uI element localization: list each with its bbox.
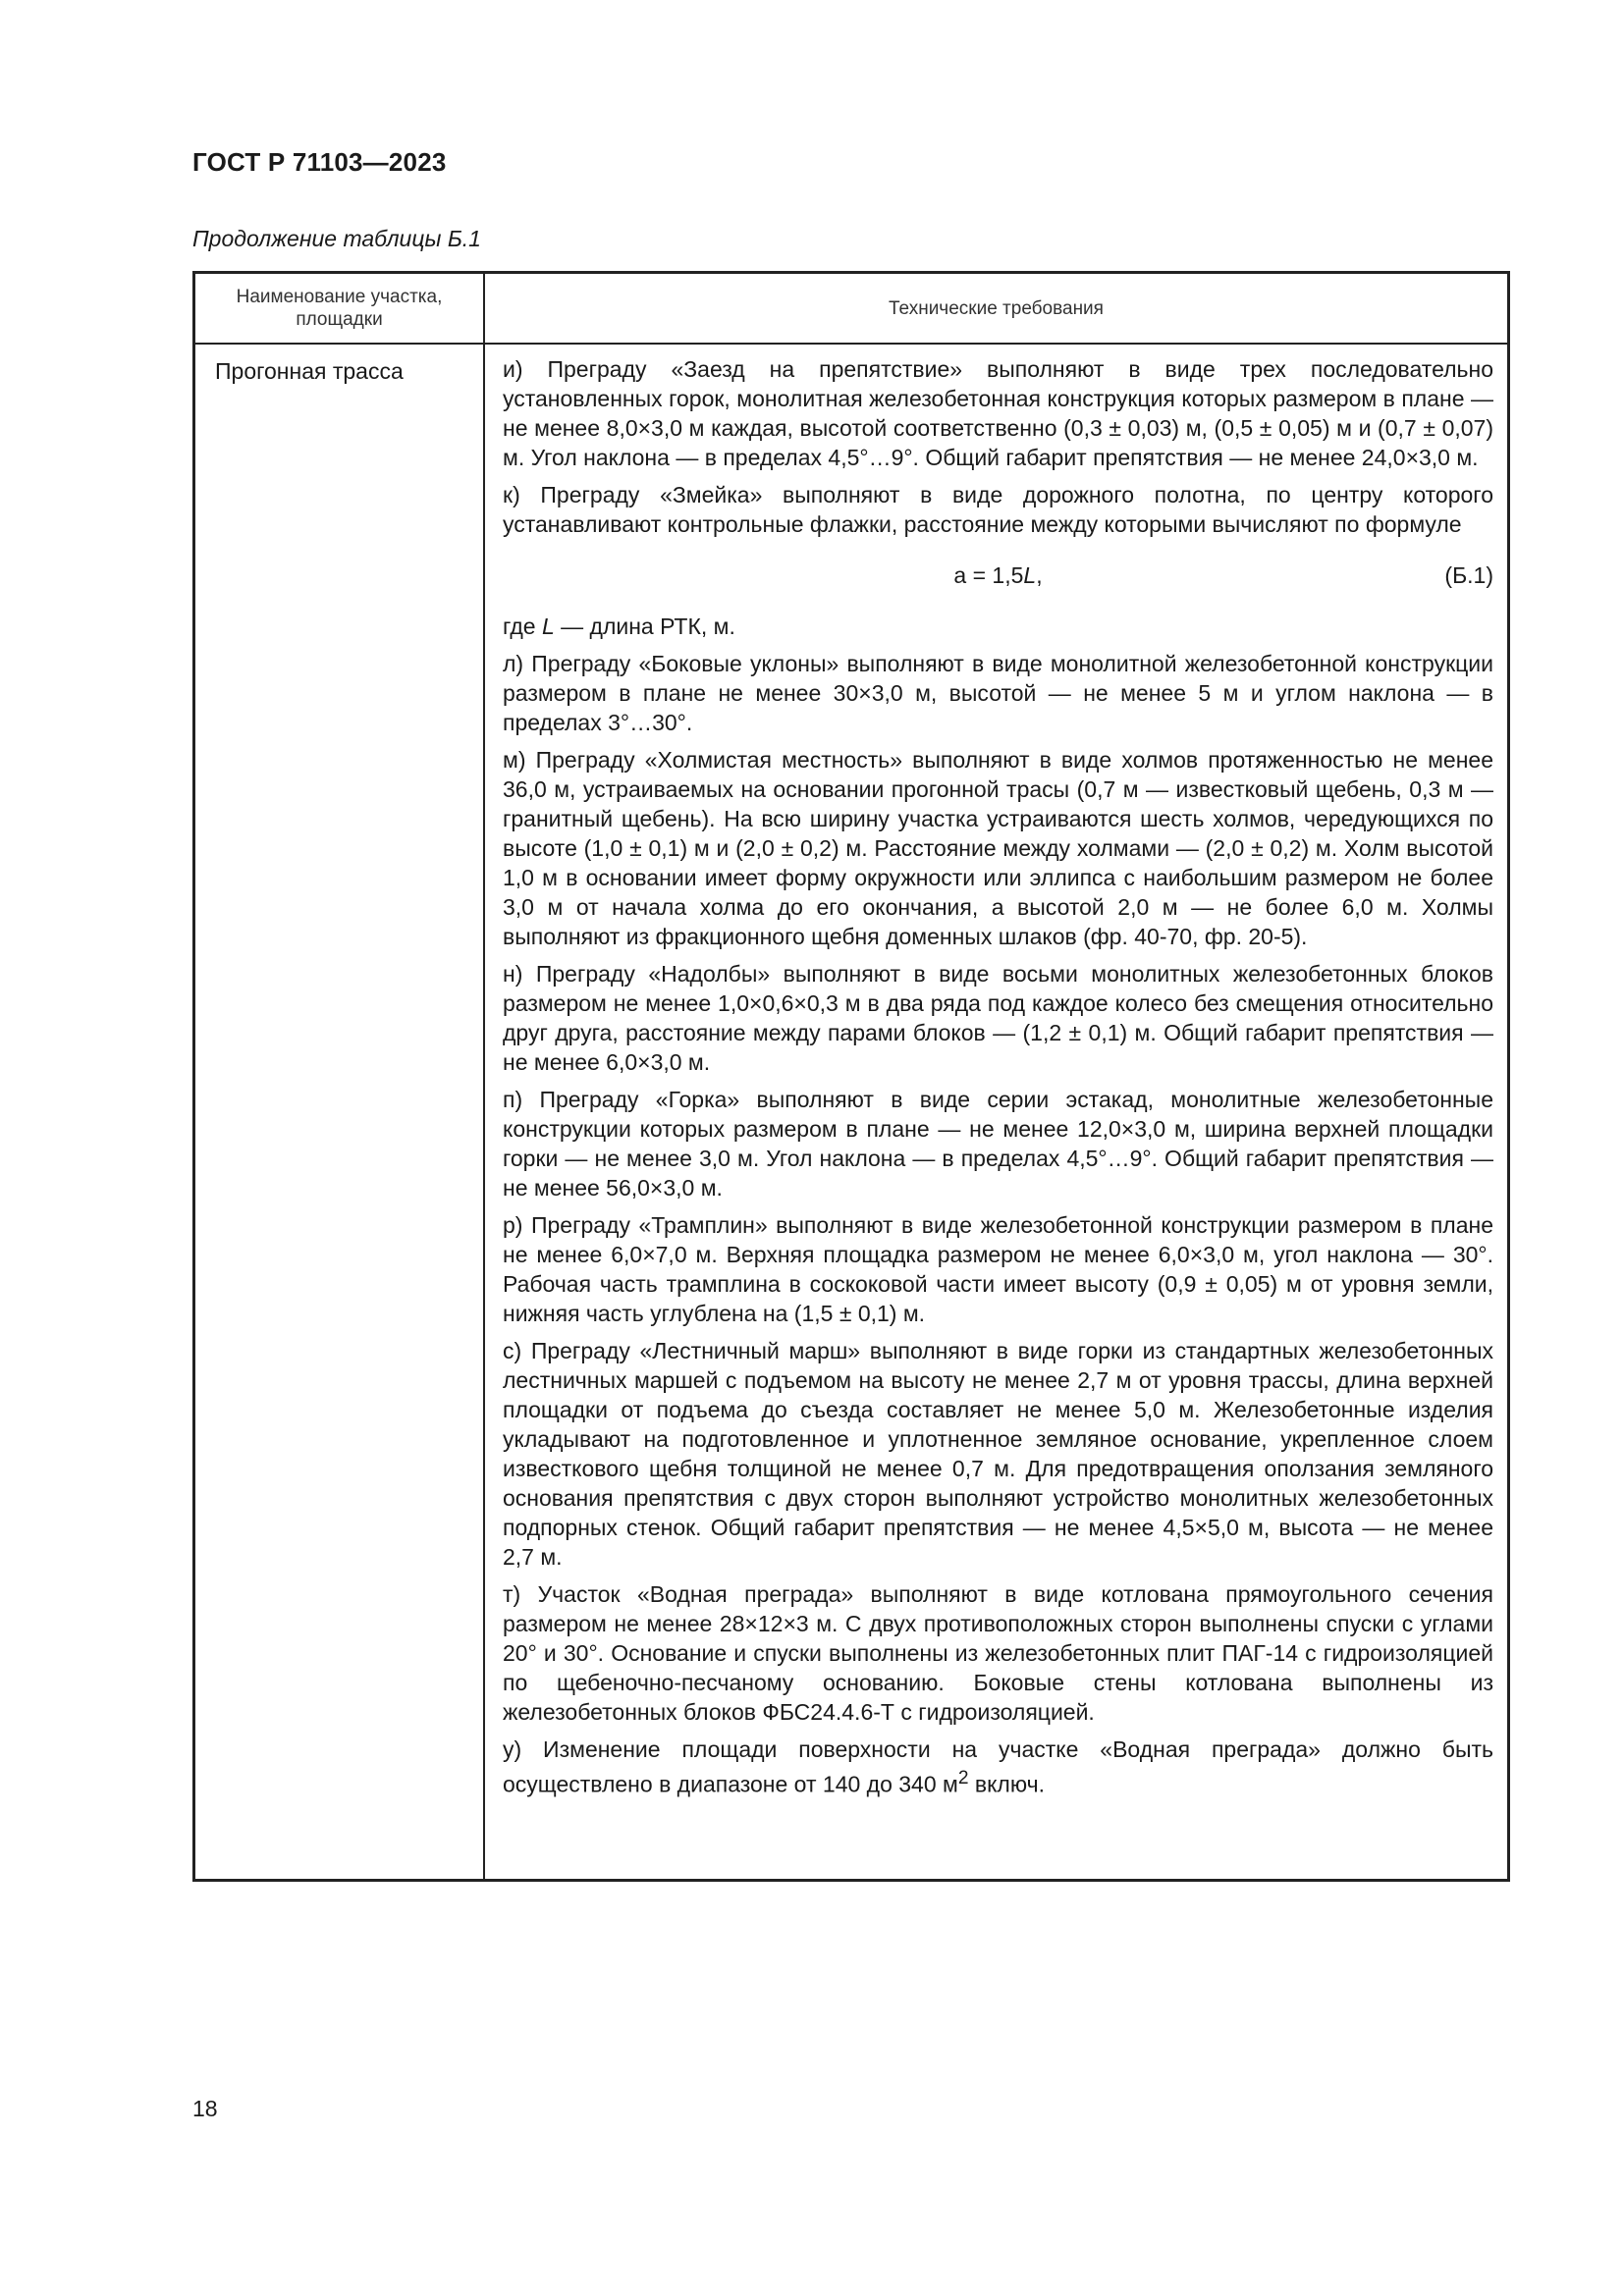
table-header-row: [195, 274, 1507, 345]
table-caption: Продолжение таблицы Б.1: [192, 226, 481, 251]
formula-legend: [503, 612, 1493, 641]
requirement-p: п) Преграду «Горка» выполняют в виде серии эстакад, монолитные железобетонные конструкции которых размером в плане — не менее 12,0×3,0 м, ширина верхней площадки горки — не менее 3,0 м. Угол наклона — в пределах 4,5°…9°. Общий габарит препятствия — не менее 56,0×3,0 м.: [503, 1087, 1493, 1201]
requirement-n: н) Преграду «Надолбы» выполняют в виде восьми монолитных железобетонных блоков размером не менее 1,0×0,6×0,3 м в два ряда под каждое колесо без смещения относительно друг друга, расстояние между парами блоков — (1,2 ± 0,1) м. Общий габарит препятствия — не менее 6,0×3,0 м.: [503, 961, 1493, 1075]
requirement-u-end: включ.: [968, 1771, 1045, 1797]
requirement-s: с) Преграду «Лестничный марш» выполняют в виде горки из стандартных железобетонных лестничных маршей с подъемом на высоту не менее 2,7 м от уровня трассы, длина верхней площадки от подъема до съезда составляет не менее 5,0 м. Железобетонные изделия укладывают на подготовленное и уплотненное земляное основание, укрепленное слоем известкового щебня толщиной не менее 0,7 м. Для предотвращения оползания земляного основания препятствия с двух сторон выполняют устройство монолитных железобетонных подпорных стенок. Общий габарит препятствия — не менее 4,5×5,0 м, высота — не менее 2,7 м.: [503, 1338, 1493, 1570]
column-header-requirements: Технические требования: [889, 297, 1104, 319]
requirement-i: и) Преграду «Заезд на препятствие» выполняют в виде трех последовательно установленных горок, монолитная железобетонная конструкция которых размером в плане — не менее 8,0×3,0 м каждая, высотой соответственно (0,3 ± 0,03) м, (0,5 ± 0,05) м и (0,7 ± 0,07) м. Угол наклона — в пределах 4,5°…9°. Общий габарит препятствия — не менее 24,0×3,0 м.: [503, 356, 1493, 470]
formula-lhs: a = 1,5: [953, 562, 1024, 588]
column-divider: [483, 274, 485, 1879]
legend-variable: L: [541, 614, 555, 639]
requirement-u: [503, 1735, 1493, 1799]
requirement-u-text: у) Изменение площади поверхности на участке «Водная преграда» должно быть осуществлено в диапазоне от 140 до 340 м: [503, 1736, 1493, 1797]
requirements-cell: [503, 354, 1493, 1807]
column-header-section-name: Наименование участка, площадки: [236, 287, 443, 330]
formula-variable: L: [1023, 562, 1037, 588]
formula-expression: [503, 561, 1493, 590]
legend-prefix: где: [503, 614, 542, 639]
requirement-r: р) Преграду «Трамплин» выполняют в виде железобетонной конструкции размером в плане не менее 6,0×7,0 м. Верхняя площадка размером не менее 6,0×3,0 м, угол наклона — 30°. Рабочая часть трамплина в соскоковой части имеет высоту (0,9 ± 0,05) м от уровня земли, нижняя часть углублена на (1,5 ± 0,1) м.: [503, 1212, 1493, 1326]
requirement-t: т) Участок «Водная преграда» выполняют в виде котлована прямоугольного сечения размером не менее 28×12×3 м. С двух противоположных сторон выполнены спуски с углами 20° и 30°. Основание и спуски выполнены из железобетонных плит ПАГ-14 с гидроизоляцией по щебеночно-песчаному основанию. Боковые стены котлована выполнены из железобетонных блоков ФБС24.4.6-Т с гидроизоляцией.: [503, 1581, 1493, 1725]
requirement-m: м) Преграду «Холмистая местность» выполняют в виде холмов протяженностью не менее 36,0 м, устраиваемых на основании прогонной трасы (0,7 м — известковый щебень, 0,3 м — гранитный щебень). На всю ширину участка устраиваются шесть холмов, чередующихся по высоте (1,0 ± 0,1) м и (2,0 ± 0,2) м. Расстояние между холмами — (2,0 ± 0,2) м. Холм высотой 1,0 м в основании имеет форму окружности или эллипса с наибольшим размером не более 3,0 м от начала холма до его окончания, а высотой 2,0 м — не более 6,0 м. Холмы выполняют из фракционного щебня доменных шлаков (фр. 40-70, фр. 20-5).: [503, 747, 1493, 949]
requirement-l: л) Преграду «Боковые уклоны» выполняют в виде монолитной железобетонной конструкции размером в плане не менее 30×3,0 м, высотой — не менее 5 м и углом наклона — в пределах 3°…30°.: [503, 651, 1493, 735]
formula-punctuation: ,: [1036, 562, 1043, 588]
row-section-name: Прогонная трасса: [215, 358, 404, 384]
formula-number: (Б.1): [1444, 562, 1493, 588]
requirement-k: к) Преграду «Змейка» выполняют в виде дорожного полотна, по центру которого устанавливают контрольные флажки, расстояние между которыми вычисляют по формуле: [503, 482, 1493, 537]
requirements-table: [192, 271, 1510, 1882]
page-number: 18: [192, 2096, 218, 2121]
legend-text: — длина РТК, м.: [554, 614, 735, 639]
standard-number: ГОСТ Р 71103—2023: [192, 147, 447, 177]
formula-b1: [503, 561, 1493, 590]
requirement-u-superscript: 2: [957, 1768, 969, 1789]
